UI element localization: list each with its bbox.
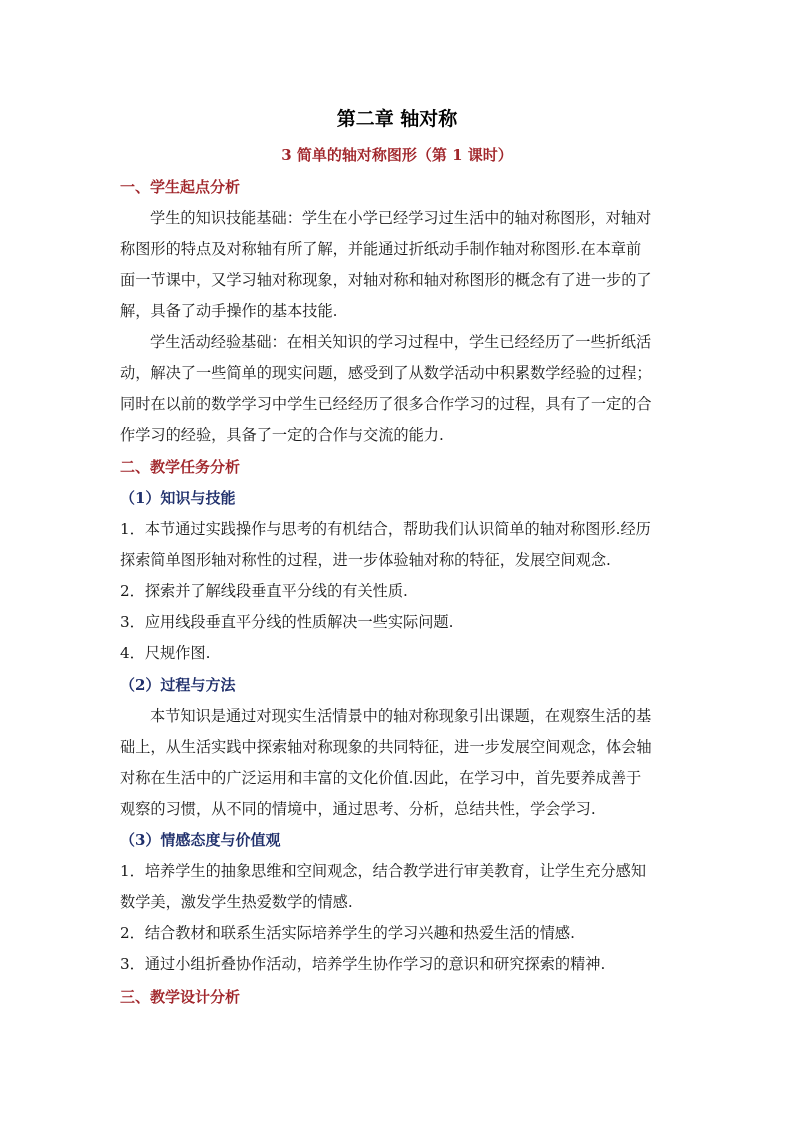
section-heading-design-analysis: 三、教学设计分析 [120, 988, 241, 1006]
paragraph-line: 学生活动经验基础：在相关知识的学习过程中，学生已经经历了一些折纸活 [150, 333, 652, 351]
list-item: 4．尺规作图. [120, 644, 211, 662]
paragraph-line: 观察的习惯，从不同的情境中，通过思考、分析，总结共性，学会学习. [120, 800, 596, 818]
paragraph-line: 作学习的经验，具备了一定的合作与交流的能力. [120, 426, 444, 444]
list-item: 1．培养学生的抽象思维和空间观念，结合教学进行审美教育，让学生充分感知 [120, 862, 647, 880]
paragraph-line: 动，解决了一些简单的现实问题，感受到了从数学活动中积累数学经验的过程； [120, 364, 652, 382]
lesson-subtitle: 3 简单的轴对称图形（第 1 课时） [281, 146, 513, 164]
paragraph-line: 础上，从生活实践中探索轴对称现象的共同特征，进一步发展空间观念，体会轴 [120, 738, 652, 756]
subsection-heading-process-method: （2）过程与方法 [120, 676, 236, 694]
list-item: 3．通过小组折叠协作活动，培养学生协作学习的意识和研究探索的精神. [120, 955, 606, 973]
paragraph-line: 面一节课中，又学习轴对称现象，对轴对称和轴对称图形的概念有了进一步的了 [120, 271, 652, 289]
list-item: 2．结合教材和联系生活实际培养学生的学习兴趣和热爱生活的情感. [120, 924, 575, 942]
subsection-heading-attitude-values: （3）情感态度与价值观 [120, 831, 281, 849]
paragraph-line: 本节知识是通过对现实生活情景中的轴对称现象引出课题，在观察生活的基 [150, 707, 652, 725]
paragraph-line: 学生的知识技能基础：学生在小学已经学习过生活中的轴对称图形，对轴对 [150, 209, 652, 227]
list-item: 探索简单图形轴对称性的过程，进一步体验轴对称的特征，发展空间观念. [120, 551, 611, 569]
list-item: 2．探索并了解线段垂直平分线的有关性质. [120, 582, 408, 600]
paragraph-line: 称图形的特点及对称轴有所了解，并能通过折纸动手制作轴对称图形.在本章前 [120, 240, 642, 258]
list-item: 数学美，激发学生热爱数学的情感. [120, 893, 353, 911]
list-item: 3．应用线段垂直平分线的性质解决一些实际问题. [120, 613, 454, 631]
list-item: 1．本节通过实践操作与思考的有机结合，帮助我们认识简单的轴对称图形.经历 [120, 520, 651, 538]
paragraph-line: 对称在生活中的广泛运用和丰富的文化价值.因此，在学习中，首先要养成善于 [120, 769, 642, 787]
chapter-title: 第二章 轴对称 [336, 108, 458, 130]
section-heading-student-analysis: 一、学生起点分析 [120, 178, 241, 196]
paragraph-line: 同时在以前的数学学习中学生已经经历了很多合作学习的过程，具有了一定的合 [120, 395, 652, 413]
paragraph-line: 解，具备了动手操作的基本技能. [120, 302, 338, 320]
section-heading-task-analysis: 二、教学任务分析 [120, 458, 241, 476]
subsection-heading-knowledge-skills: （1）知识与技能 [120, 489, 236, 507]
